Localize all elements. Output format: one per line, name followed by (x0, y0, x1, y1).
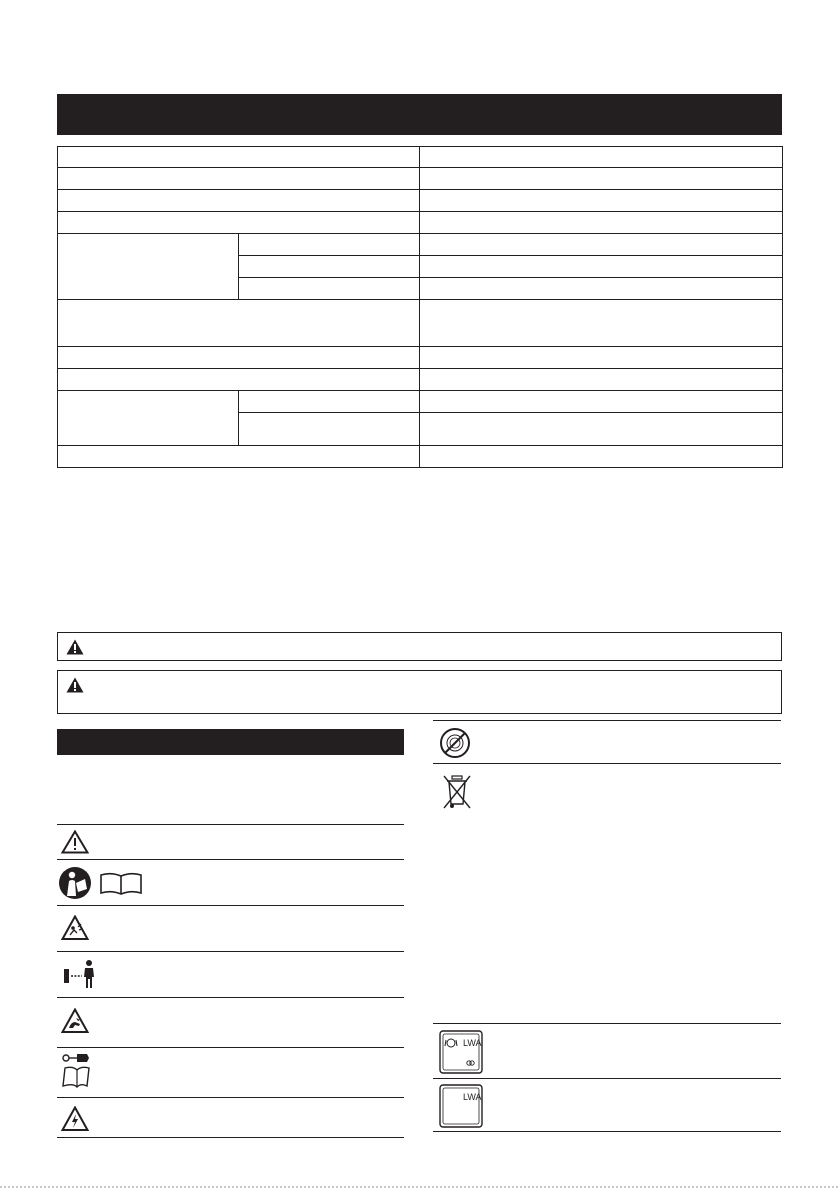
section-title-bar (57, 94, 782, 135)
electric-shock-icon (61, 1106, 89, 1132)
specifications-table (57, 146, 783, 468)
warning-triangle-icon (66, 677, 84, 693)
flying-objects-icon (61, 915, 89, 941)
warning-triangle-icon (66, 639, 84, 655)
spec-row (58, 369, 783, 391)
symbol-row (57, 1097, 404, 1138)
no-blade-icon (439, 727, 471, 759)
spec-row (58, 168, 783, 190)
spec-sublabel (239, 256, 420, 278)
symbol-row (57, 1047, 404, 1097)
read-manual-person-icon (58, 866, 94, 900)
spec-label (58, 147, 420, 168)
spec-row (58, 347, 783, 369)
spec-row (58, 190, 783, 212)
spec-value (420, 212, 783, 234)
spec-sublabel (239, 391, 420, 413)
spec-value (420, 278, 783, 300)
warning-box (57, 632, 782, 661)
hand-hazard-icon (61, 1008, 89, 1034)
symbol-row (57, 951, 404, 997)
symbol-row (433, 1023, 781, 1078)
symbol-row (57, 997, 404, 1047)
spec-value (420, 256, 783, 278)
spec-row (58, 446, 783, 468)
spec-value (420, 147, 783, 168)
spec-value (420, 446, 783, 468)
warning-triangle-icon (61, 830, 89, 854)
open-book-icon (99, 872, 143, 896)
spec-label (58, 300, 420, 347)
spec-row (58, 234, 783, 256)
spec-row (58, 147, 783, 168)
spec-label (58, 446, 420, 468)
spec-group-label (58, 234, 239, 300)
spec-label (58, 190, 420, 212)
spec-value (420, 168, 783, 190)
spec-label (58, 168, 420, 190)
spec-label (58, 369, 420, 391)
symbol-row (57, 905, 404, 951)
spec-value (420, 347, 783, 369)
warning-box (57, 670, 782, 714)
lwa-label: LWA (463, 1038, 482, 1048)
page-bottom-border (0, 1186, 840, 1188)
spec-group-label (58, 391, 239, 446)
symbol-row (433, 1078, 781, 1132)
spec-label (58, 347, 420, 369)
spec-value (420, 391, 783, 413)
spec-value (420, 300, 783, 347)
lwa-label: LWA (463, 1092, 482, 1102)
spec-row (58, 300, 783, 347)
spec-sublabel (239, 413, 420, 446)
remove-key-manual-icon (59, 1052, 95, 1092)
spec-sublabel (239, 234, 420, 256)
spec-row (58, 391, 783, 413)
spec-value (420, 413, 783, 446)
symbol-row (433, 763, 781, 1023)
spec-value (420, 369, 783, 391)
keep-distance-icon (63, 959, 99, 989)
crossed-bin-icon (443, 774, 471, 810)
spec-row (58, 212, 783, 234)
spec-sublabel (239, 278, 420, 300)
symbol-row (433, 720, 781, 763)
symbols-section-bar (57, 729, 404, 755)
noise-level-lwa-plain-icon (439, 1084, 483, 1128)
symbol-row (57, 824, 404, 859)
spec-label (58, 212, 420, 234)
spec-value (420, 234, 783, 256)
spec-value (420, 190, 783, 212)
noise-level-lwa-icon (439, 1030, 483, 1074)
symbol-row (57, 859, 404, 905)
